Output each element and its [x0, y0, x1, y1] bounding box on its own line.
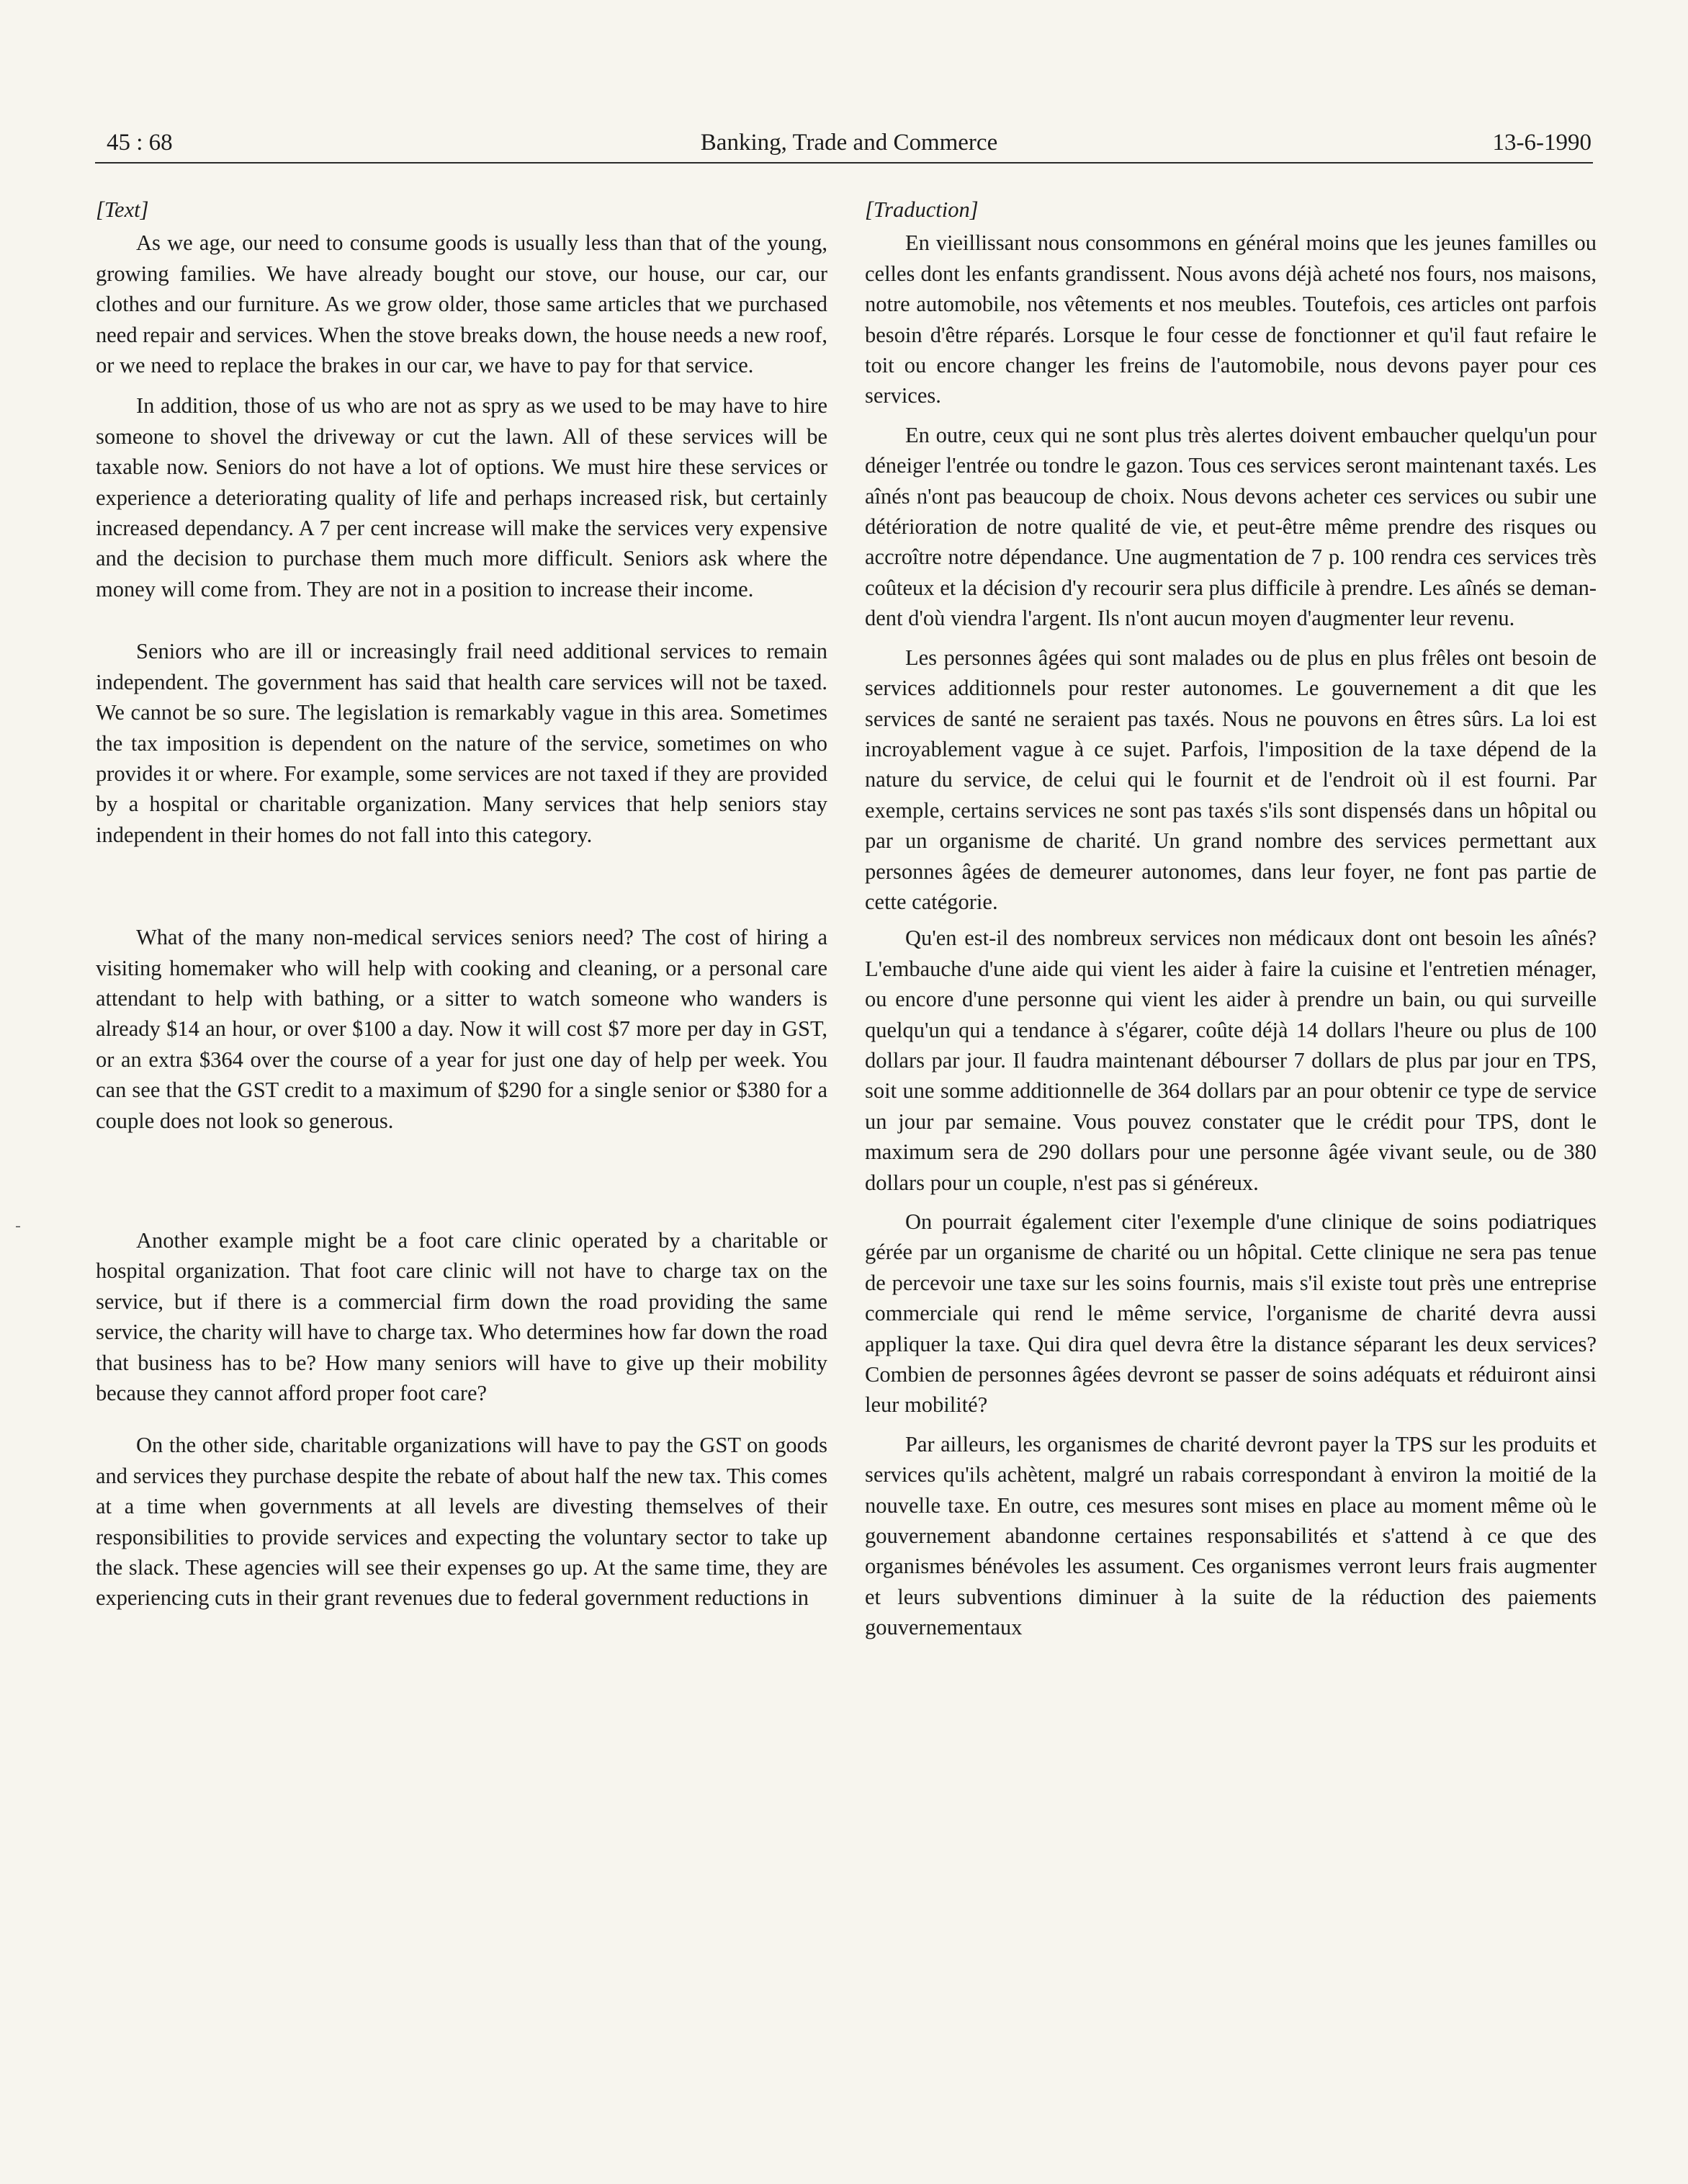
english-paragraph: As we age, our need to consume goods is usually less than that of the young, growing families. We have already bought our stove, our house, our car, our clothes and our furniture. As we grow older, those same articles that we purchased need repair and services. When the stove breaks down, the house needs a new roof, or we need to replace the brakes in our car, we have to pay for that service.: [96, 231, 827, 378]
french-paragraph: Qu'en est-il des nombreux services non médicaux dont ont besoin les aînés? L'embauche d'une aide qui vient les aider à faire la cuisine et l'entretien ménager, ou encore d'une personne qui vient les aider à prendre un bain, ou qui surveille quelqu'un qui a tendance à s'égarer, coûte déjà 14 dollars l'heure ou plus de 100 dollars par jour. Il faudra maintenant débourser 7 dollars de plus par jour en TPS, soit une somme additionnelle de 364 dollars par an pour obtenir ce type de service un jour par semaine. Vous pouvez constater que le crédit pour TPS, dont le maximum sera de 290 dollars pour une personne âgée vivant seule, ou de 380 dollars pour un couple, n'est pas si généreux.: [865, 926, 1597, 1195]
english-paragraph: In addition, those of us who are not as spry as we used to be may have to hire someone to shovel the driveway or cut the lawn. All of these services will be taxable now. Seniors do not have a lot of options. We must hire these services or experience a deteriorating quality of life and perhaps increased risk, but certainly increased dependancy. A 7 per cent increase will make the services very expensive and the decision to purchase them much more difficult. Seniors ask where the money will come from. They are not in a position to increase their income.: [96, 393, 827, 601]
french-paragraph: Par ailleurs, les organismes de charité devront payer la TPS sur les produits et services qu'ils achètent, malgré un rabais correspondant à environ la moitié de la nouvelle taxe. En outre, ces mesures sont mises en place au moment même où le gouvernement abandonne certaines responsabilités et s'attend à ce que des organismes bénévoles les assument. Ces organismes verront leurs frais augmenter et leurs subventions diminuer à la suite de la réduction des paiements gouvernementaux: [865, 1431, 1597, 1640]
french-paragraph: En vieillissant nous consommons en général moins que les jeunes familles ou celles dont les enfants grandissent. Nous avons déjà acheté nos fours, nos maisons, notre automobile, nos vêtements et nos meubles. Toutefois, ces articles ont parfois besoin d'être réparés. Lorsque le four cesse de fonctionner et qu'il faut refaire le toit ou encore changer les freins de l'automobile, nous devons payer pour ces services.: [865, 231, 1597, 408]
page-date: 13-6-1990: [1492, 130, 1592, 156]
running-title: Banking, Trade and Commerce: [700, 130, 998, 156]
header-rule: [95, 162, 1593, 164]
page-number: 45 : 68: [107, 130, 173, 156]
english-paragraph: Seniors who are ill or increasingly frail need additional services to remain independent. The government has said that health care services will not be taxed. We cannot be so sure. The legislation is remarkably vague in this area. Sometimes the tax imposition is dependent on the nature of the service, sometimes on who provides it or where. For example, some services are not taxed if they are provided by a hospital or charitable organization. Many services that help seniors stay independent in their homes do not fall into this category.: [96, 639, 827, 847]
english-column: [96, 194, 827, 1614]
margin-mark: [16, 1226, 20, 1227]
french-paragraph: En outre, ceux qui ne sont plus très alertes doivent embaucher quelqu'un pour déneiger l'entrée ou tondre le gazon. Tous ces services seront maintenant taxés. Les aînés n'ont pas beaucoup de choix. Nous devons acheter ces services ou subir une détérioration de notre qualité de vie, et peut-être même prendre des risques ou accroître notre dépendance. Une augmentation de 7 p. 100 rendra ces services très coûteux et la décision d'y recourir sera plus difficile à prendre. Les aînés se demandent d'où viendra l'argent. Ils n'ont aucun moyen d'augmenter leur revenu.: [865, 422, 1597, 631]
traduction-label: [Traduction]: [865, 197, 979, 222]
text-label: [Text]: [96, 197, 149, 222]
french-column: [865, 194, 1597, 1643]
french-paragraph: Les personnes âgées qui sont malades ou de plus en plus frêles ont besoin de services additionnels pour rester autonomes. Le gouvernement a dit que les services de santé ne seraient pas taxés. Nous ne pouvons en êtres sûrs. La loi est incroyablement vague à ce sujet. Parfois, l'imposition de la taxe dépend de la nature du service, de celui qui le fournit et de l'endroit où il est fourni. Par exemple, certains services ne sont pas taxés s'ils sont dispensés dans un hôpital ou par un organisme de charité. Un grand nombre des services permettant aux personnes âgées de demeurer autonomes, dans leur foyer, ne font pas partie de cette catégorie.: [865, 645, 1597, 914]
english-paragraph: On the other side, charitable organizations will have to pay the GST on goods and services they purchase despite the rebate of about half the new tax. This comes at a time when governments at all levels are divesting themselves of their responsibilities to provide services and expecting the voluntary sector to take up the slack. These agencies will see their expenses go up. At the same time, they are experiencing cuts in their grant revenues due to federal government reductions in: [96, 1433, 827, 1611]
english-paragraph: What of the many non-medical services seniors need? The cost of hiring a visiting homemaker who will help with cooking and cleaning, or a personal care attendant to help with bathing, or a sitter to watch someone who wanders is already $14 an hour, or over $100 a day. Now it will cost $7 more per day in GST, or an extra $364 over the course of a year for just one day of help per week. You can see that the GST credit to a maximum of $290 for a single senior or $380 for a couple does not look so generous.: [96, 925, 827, 1133]
page-header: [107, 122, 1592, 163]
french-paragraph: On pourrait également citer l'exemple d'une clinique de soins podiatriques gérée par un organisme de charité ou un hôpital. Cette clinique ne sera pas tenue de percevoir une taxe sur les soins fournis, mais s'il existe tout près une entreprise commerciale qui rend le même service, l'organisme de charité devra aussi appliquer la taxe. Qui dira quel devra être la distance séparant les deux services? Combien de personnes âgées devront se passer de soins adéquats et réduiront ainsi leur mobilité?: [865, 1209, 1597, 1418]
english-paragraph: Another example might be a foot care clinic operated by a charitable or hospital organization. That foot care clinic will not have to charge tax on the service, but if there is a commercial firm down the road providing the same service, the charity will have to charge tax. Who determines how far down the road that business has to be? How many seniors will have to give up their mobility because they cannot afford proper foot care?: [96, 1227, 827, 1405]
